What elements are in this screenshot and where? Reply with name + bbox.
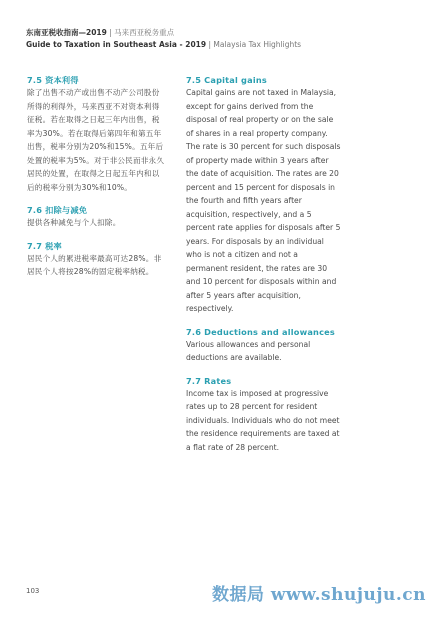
- section-heading-capital-gains: 7.5 Capital gains: [186, 75, 267, 85]
- chinese-column: [27, 74, 167, 279]
- section-heading-rates-cn: 7.7 税率: [27, 240, 62, 251]
- section-heading-deductions-cn: 7.6 扣除与减免: [27, 205, 88, 215]
- section-text-capital-gains: Capital gains are not taxed in Malaysia, except for gains derived from the disposal of real property or on the sale of shares in a real property company. The rate is 30 percent for such disposals of property made within 3 years after the date of acquisition. The rates are 20 percent and 15 percent for disposals in the fourth and fifth years after acquisition, respectively, and a 5 percent rate applies for disposals after 5 years. For disposals by an individual who is not a citizen and not a permanent resident, the rates are 30 and 10 percent for disposals within and after 5 years after acquisition, respectively.: [186, 88, 341, 313]
- page-header: [26, 28, 416, 50]
- section-heading-rates: 7.7 Rates: [186, 375, 232, 386]
- section-heading-capital-gains-cn: 7.5 资本利得: [27, 75, 79, 85]
- section-text-rates: Income tax is imposed at progressive rates up to 28 percent for resident individuals. Individuals who do not meet the residence requirements are taxed at a flat rate of 28 percent.: [186, 388, 340, 452]
- header-subtitle-cn: | 马来西亚税务重点: [109, 28, 175, 37]
- page-number: 103: [26, 587, 40, 595]
- header-title-en: Guide to Taxation in Southeast Asia - 2019: [26, 40, 207, 49]
- section-text-deductions: Various allowances and personal deductions are available.: [186, 339, 311, 362]
- english-column: [186, 74, 341, 454]
- section-heading-deductions: 7.6 Deductions and allowances: [186, 326, 335, 337]
- header-line-chinese: [26, 28, 416, 38]
- watermark: 数据局 www.shujuju.cn: [212, 585, 426, 605]
- header-title-cn: 东南亚税收指南: [26, 28, 79, 37]
- header-title-year: —2019: [78, 28, 107, 37]
- header-subtitle-en: | Malaysia Tax Highlights: [208, 40, 302, 49]
- section-text-rates-cn: 居民个人的累进税率最高可达28%。非居民个人将按28%的固定税率纳税。: [27, 253, 162, 276]
- section-text-deductions-cn: 提供各种减免与个人扣除。: [27, 218, 121, 227]
- section-text-capital-gains-cn: 除了出售不动产或出售不动产公司股份所得的利得外，马来西亚不对资本利得征税。若在取得之日起三年内出售，税率为30%。若在取得后第四年和第五年出售，税率分别为20%和15%。五年后处置的税率为5%。对于非公民而非永久居民的处置，在取得之日起五年内和以后的税率分别为30%和10%。: [27, 88, 165, 192]
- header-line-english: [26, 40, 416, 50]
